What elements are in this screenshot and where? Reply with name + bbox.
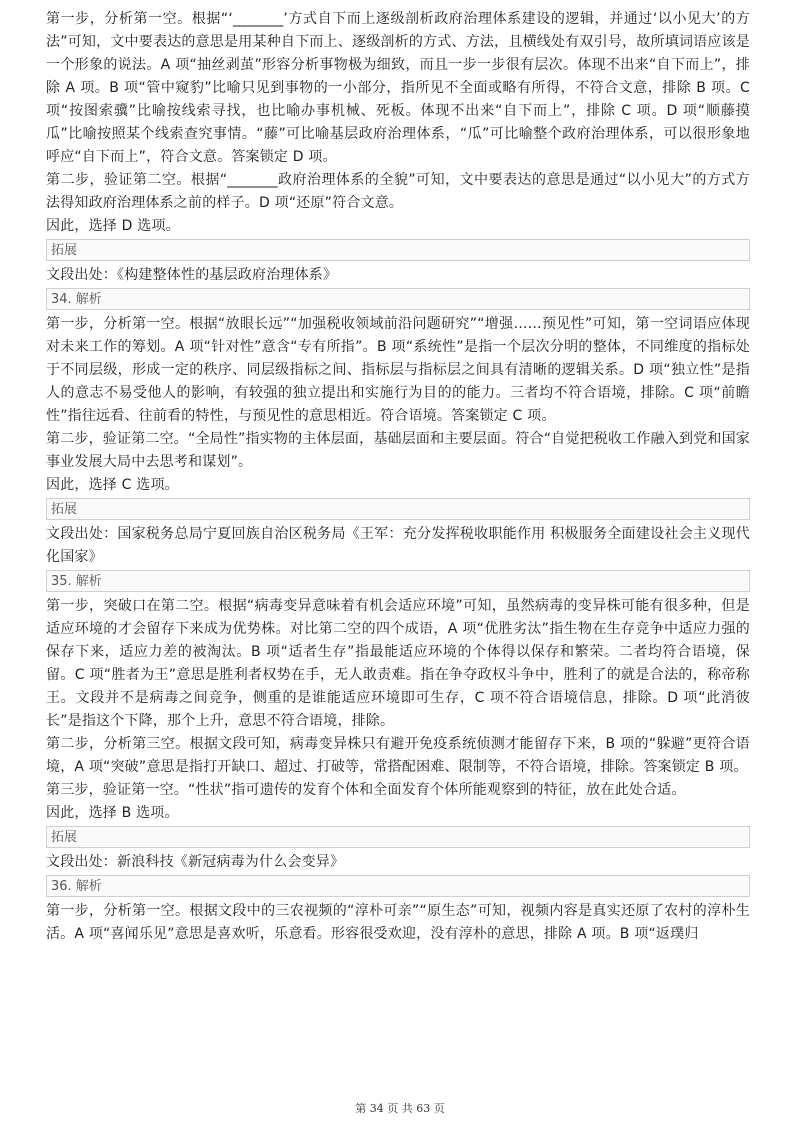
q34-conclusion: 因此，选择 C 选项。 [46, 477, 179, 493]
q35-source: 文段出处：新浪科技《新冠病毒为什么会变异》 [46, 854, 345, 870]
q36-header: 36. 解析 [46, 875, 750, 897]
q35-step2: 第二步，分析第三空。根据文段可知，病毒变异株只有避开免疫系统侦测才能留存下来，B 项的“躲避”更符合语境，A 项“突破”意思是指打开缺口、超过、打破等，常搭配困难、限制等，不符合语境，排除。答案锁定 B 项。 [46, 736, 750, 775]
q33-step1: 第一步，分析第一空。根据“‘_______’方式自下而上逐级剖析政府治理体系建设的逻辑，并通过‘以小见大’的方法”可知，文中要表达的意思是用某种自下而上、逐级剖析的方式、方法，且横线处有双引号，故所填词语应该是一个形象的说法。A 项“抽丝剥茧”形容分析事物极为细致，而且一步一步很有层次。体现不出来“自下而上”，排除 A 项。B 项“管中窥豹”比喻只见到事物的一小部分，指所见不全面或略有所得，不符合文意，排除 B 项。C 项“按图索骥”比喻按线索寻找，也比喻办事机械、死板。体现不出来“自下而上”，排除 C 项。D 项“顺藤摸瓜”比喻按照某个线索查究事情。“藤”可比喻基层政府治理体系，“瓜”可比喻整个政府治理体系，可以很形象地呼应“自下而上”，符合文意。答案锁定 D 项。 [46, 11, 750, 165]
page-content [46, 8, 750, 946]
q35-step3: 第三步，验证第一空。“性状”指可遗传的发育个体和全面发育个体所能观察到的特征，放在此处合适。 [46, 782, 686, 798]
q35-step1: 第一步，突破口在第二空。根据“病毒变异意味着有机会适应环境”可知，虽然病毒的变异株可能有很多种，但是适应环境的才会留存下来成为优势株。对比第二空的四个成语，A 项“优胜劣汰”指生物在生存竞争中适应力强的保存下来，适应力差的被淘汰。B 项“适者生存”指最能适应环境的个体得以保存和繁荣。二者均符合语境，保留。C 项“胜者为王”意思是胜利者权势在手，无人敢责难。指在争夺政权斗争中，胜利了的就是合法的，称帝称王。文段并不是病毒之间竞争，侧重的是谁能适应环境即可生存，C 项不符合语境信息，排除。D 项“此消彼长”是指这个下降，那个上升，意思不符合语境，排除。 [46, 598, 750, 729]
q34-step1: 第一步，分析第一空。根据“放眼长远”“加强税收领域前沿问题研究”“增强……预见性”可知，第一空词语应体现对未来工作的筹划。A 项“针对性”意含“专有所指”。B 项“系统性”是指一个层次分明的整体，不同维度的指标处于不同层级，形成一定的秩序、同层级指标之间、指标层与指标层之间具有清晰的逻辑关系。D 项“独立性”是指人的意志不易受他人的影响，有较强的独立提出和实施行为目的的能力。三者均不符合语境，排除。C 项“前瞻性”指往远看、往前看的特性，与预见性的意思相近。符合语境。答案锁定 C 项。 [46, 316, 750, 424]
q36-step1: 第一步，分析第一空。根据文段中的三农视频的“淳朴可亲”“原生态”可知，视频内容是真实还原了农村的淳朴生活。A 项“喜闻乐见”意思是喜欢听，乐意看。形容很受欢迎，没有淳朴的意思，排除 A 项。B 项“返璞归 [46, 903, 750, 942]
q33-step2: 第二步，验证第二空。根据“_______政府治理体系的全貌”可知，文中要表达的意思是通过“以小见大”的方式方法得知政府治理体系之前的样子。D 项“还原”符合文意。 [46, 172, 750, 211]
q34-source: 文段出处：国家税务总局宁夏回族自治区税务局《王军：充分发挥税收职能作用 积极服务全面建设社会主义现代化国家》 [46, 526, 750, 565]
q34-extension-label: 拓展 [46, 498, 750, 520]
q33-source: 文段出处：《构建整体性的基层政府治理体系》 [46, 267, 338, 283]
q35-conclusion: 因此，选择 B 选项。 [46, 805, 179, 821]
q35-header: 35. 解析 [46, 570, 750, 592]
q35-extension-label: 拓展 [46, 826, 750, 848]
q34-header: 34. 解析 [46, 288, 750, 310]
q33-extension-label: 拓展 [46, 239, 750, 261]
q34-step2: 第二步，验证第二空。“全局性”指实物的主体层面，基础层面和主要层面。符合“自觉把税收工作融入到党和国家事业发展大局中去思考和谋划”。 [46, 431, 750, 470]
q33-conclusion: 因此，选择 D 选项。 [46, 218, 180, 234]
page-footer: 第 34 页 共 63 页 [355, 1102, 445, 1115]
